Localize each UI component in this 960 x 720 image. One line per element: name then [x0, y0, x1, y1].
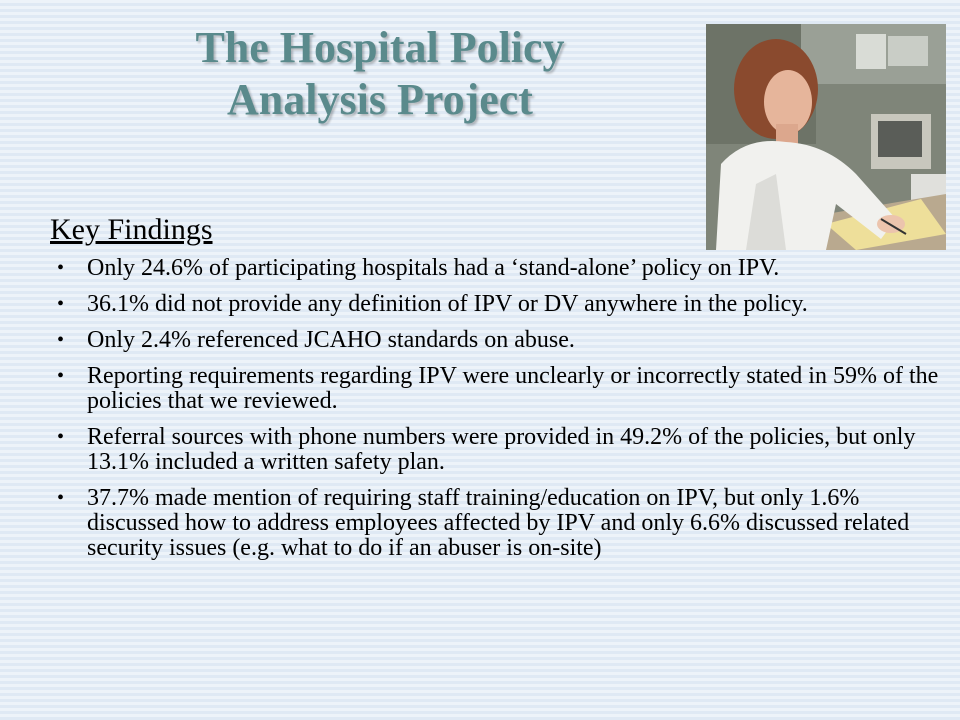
slide-title-line-2: Analysis Project: [227, 75, 533, 124]
woman-writing-photo-illustration: [706, 24, 946, 250]
finding-item: [56, 364, 946, 414]
finding-item: [56, 486, 946, 561]
bullet-icon: •: [57, 329, 65, 351]
finding-text: 37.7% made mention of requiring staff training/education on IPV, but only 1.6% discussed how to address employees affected by IPV and only 6.6% discussed related security issues (e.g. what to do if an abuser is on-site): [87, 485, 910, 561]
slide-title-line-1: The Hospital Policy: [195, 23, 565, 72]
findings-list: [56, 256, 946, 572]
finding-item: [56, 328, 946, 353]
bullet-icon: •: [57, 487, 65, 509]
finding-item: [56, 425, 946, 475]
finding-text: Only 2.4% referenced JCAHO standards on abuse.: [87, 327, 575, 353]
bullet-icon: •: [57, 293, 65, 315]
bullet-icon: •: [57, 426, 65, 448]
finding-text: Referral sources with phone numbers were provided in 49.2% of the policies, but only 13.1% included a written safety plan.: [87, 424, 916, 475]
finding-item: [56, 256, 946, 281]
woman-writing-photo: [706, 24, 946, 250]
key-findings-heading: Key Findings: [50, 213, 213, 246]
finding-text: Reporting requirements regarding IPV were unclearly or incorrectly stated in 59% of the policies that we reviewed.: [87, 363, 939, 414]
bullet-icon: •: [57, 365, 65, 387]
slide-title: [150, 22, 610, 126]
finding-text: 36.1% did not provide any definition of IPV or DV anywhere in the policy.: [87, 291, 808, 317]
bullet-icon: •: [57, 257, 65, 279]
finding-text: Only 24.6% of participating hospitals had a ‘stand-alone’ policy on IPV.: [87, 255, 780, 281]
finding-item: [56, 292, 946, 317]
